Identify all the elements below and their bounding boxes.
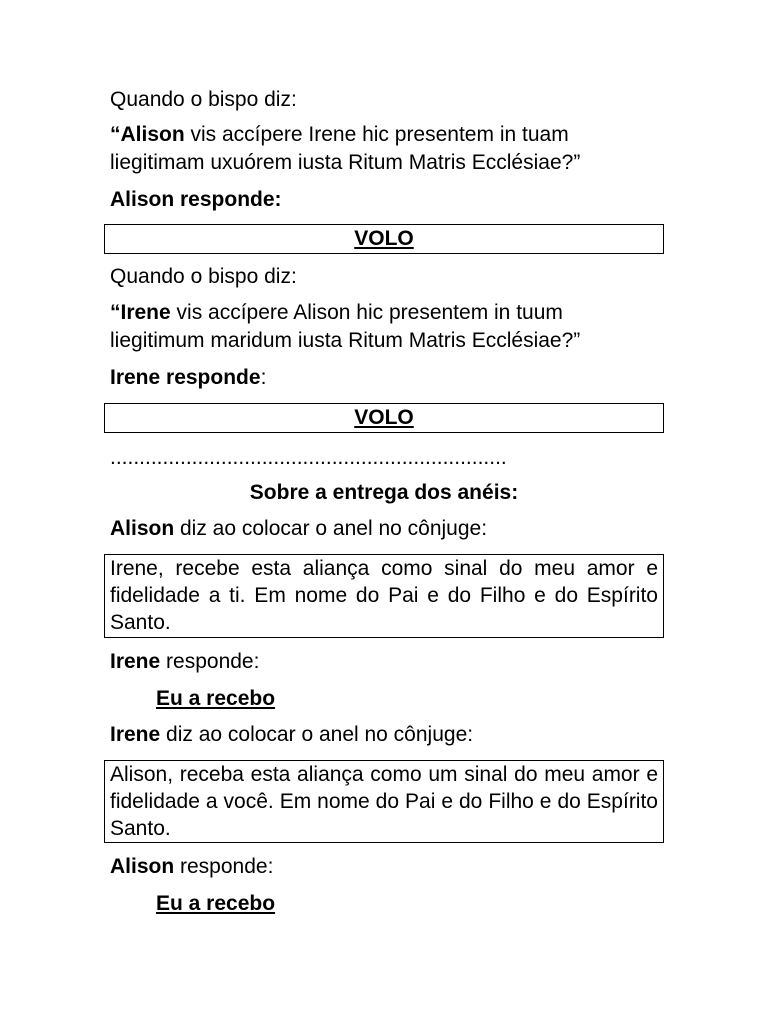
alison-responds-line bbox=[110, 853, 273, 880]
volo-box-2 bbox=[104, 403, 664, 433]
irene-responds-name-2: Irene bbox=[110, 650, 161, 673]
alison-says-name: Alison bbox=[110, 517, 175, 540]
question-irene-name: “Irene bbox=[110, 301, 171, 324]
irene-says-text: diz ao colocar o anel no cônjuge: bbox=[160, 723, 474, 746]
rings-section-title: Sobre a entrega dos anéis: bbox=[249, 481, 519, 504]
question-alison-name: “Alison bbox=[110, 123, 185, 146]
irene-vow-text: Alison, receba esta aliança como um sinal do meu amor e fidelidade a você. Em nome do Pai e do Filho e do Espírito Santo. bbox=[110, 763, 658, 840]
alison-says-text: diz ao colocar o anel no cônjuge: bbox=[174, 517, 488, 540]
alison-receives-answer: Eu a recebo bbox=[156, 892, 276, 915]
volo-answer-2: VOLO bbox=[354, 406, 414, 429]
question-irene-text: vis accípere Alison hic presentem in tuum bbox=[170, 301, 563, 324]
alison-vow-text: Irene, recebe esta aliança como sinal do meu amor e fidelidade a ti. Em nome do Pai e do Filho e do Espírito Santo. bbox=[110, 557, 658, 634]
intro-line-1: Quando o bispo diz: bbox=[110, 88, 297, 111]
question-alison-line-1 bbox=[110, 121, 569, 148]
alison-vow-box bbox=[104, 554, 664, 638]
irene-says-name: Irene bbox=[110, 723, 161, 746]
irene-responds-colon: : bbox=[260, 366, 267, 389]
dotted-separator: .................................................................... bbox=[110, 446, 507, 469]
irene-responds-line bbox=[110, 648, 259, 675]
alison-responds-label: Alison responde: bbox=[110, 188, 282, 211]
alison-says-line bbox=[110, 515, 487, 542]
irene-receives-answer: Eu a recebo bbox=[156, 687, 276, 710]
irene-responds-label bbox=[110, 364, 266, 391]
question-irene-line-2: liegitimum maridum iusta Ritum Matris Ecclésiae?” bbox=[110, 329, 581, 352]
question-irene-line-1 bbox=[110, 299, 563, 326]
irene-vow-box bbox=[104, 760, 664, 843]
irene-responds-name: Irene responde bbox=[110, 366, 261, 389]
volo-box-1 bbox=[104, 224, 664, 254]
question-alison-line-2: liegitimam uxuórem iusta Ritum Matris Ecclésiae?” bbox=[110, 151, 581, 174]
volo-answer-1: VOLO bbox=[354, 227, 414, 250]
irene-says-line bbox=[110, 721, 473, 748]
alison-responds-text: responde: bbox=[174, 855, 274, 878]
alison-responds-name: Alison bbox=[110, 855, 175, 878]
irene-responds-text: responde: bbox=[160, 650, 260, 673]
intro-line-2: Quando o bispo diz: bbox=[110, 265, 297, 288]
question-alison-text: vis accípere Irene hic presentem in tuam bbox=[184, 123, 569, 146]
